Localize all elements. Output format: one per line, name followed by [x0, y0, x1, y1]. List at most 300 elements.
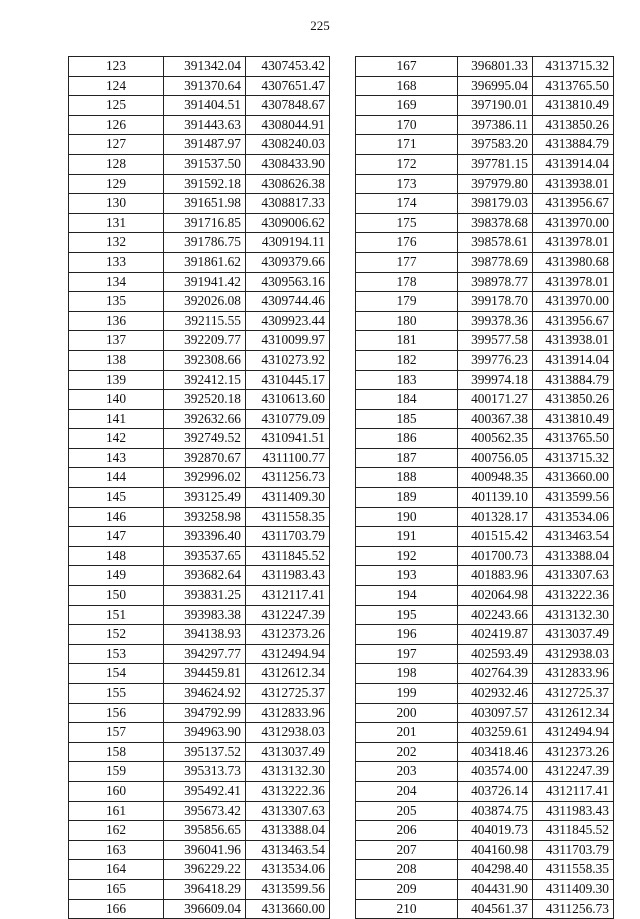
x-coordinate-cell: 391537.50 [164, 154, 246, 174]
y-coordinate-cell: 4313715.32 [533, 448, 614, 468]
x-coordinate-cell: 397583.20 [458, 135, 533, 155]
page-number: 225 [310, 18, 330, 33]
x-coordinate-cell: 391592.18 [164, 174, 246, 194]
table-row [356, 507, 614, 527]
table-row [356, 899, 614, 919]
point-number-cell: 136 [69, 311, 164, 331]
point-number-cell: 153 [69, 644, 164, 664]
x-coordinate-cell: 392870.67 [164, 448, 246, 468]
y-coordinate-cell: 4313534.06 [533, 507, 614, 527]
x-coordinate-cell: 394459.81 [164, 664, 246, 684]
x-coordinate-cell: 398179.03 [458, 194, 533, 214]
x-coordinate-cell: 401515.42 [458, 527, 533, 547]
point-number-cell: 197 [356, 644, 458, 664]
table-row [69, 409, 330, 429]
x-coordinate-cell: 395492.41 [164, 781, 246, 801]
x-coordinate-cell: 394138.93 [164, 625, 246, 645]
y-coordinate-cell: 4310941.51 [246, 429, 330, 449]
point-number-cell: 168 [356, 76, 458, 96]
table-row [356, 742, 614, 762]
x-coordinate-cell: 399378.36 [458, 311, 533, 331]
y-coordinate-cell: 4311845.52 [246, 546, 330, 566]
x-coordinate-cell: 403874.75 [458, 801, 533, 821]
point-number-cell: 166 [69, 899, 164, 919]
y-coordinate-cell: 4313978.01 [533, 233, 614, 253]
point-number-cell: 190 [356, 507, 458, 527]
point-number-cell: 147 [69, 527, 164, 547]
x-coordinate-cell: 402764.39 [458, 664, 533, 684]
table-row [356, 546, 614, 566]
table-row [356, 684, 614, 704]
y-coordinate-cell: 4307453.42 [246, 57, 330, 77]
y-coordinate-cell: 4313810.49 [533, 96, 614, 116]
y-coordinate-cell: 4312247.39 [533, 762, 614, 782]
x-coordinate-cell: 396995.04 [458, 76, 533, 96]
point-number-cell: 204 [356, 781, 458, 801]
x-coordinate-cell: 391716.85 [164, 213, 246, 233]
point-number-cell: 196 [356, 625, 458, 645]
table-row [356, 115, 614, 135]
x-coordinate-cell: 402593.49 [458, 644, 533, 664]
table-row [69, 429, 330, 449]
point-number-cell: 181 [356, 331, 458, 351]
y-coordinate-cell: 4313307.63 [246, 801, 330, 821]
y-coordinate-cell: 4307848.67 [246, 96, 330, 116]
x-coordinate-cell: 395673.42 [164, 801, 246, 821]
x-coordinate-cell: 392412.15 [164, 370, 246, 390]
x-coordinate-cell: 399776.23 [458, 350, 533, 370]
point-number-cell: 164 [69, 860, 164, 880]
point-number-cell: 206 [356, 821, 458, 841]
point-number-cell: 209 [356, 879, 458, 899]
coordinates-table-left [68, 56, 330, 919]
table-row [69, 331, 330, 351]
table-row [69, 292, 330, 312]
x-coordinate-cell: 404561.37 [458, 899, 533, 919]
table-row [69, 57, 330, 77]
y-coordinate-cell: 4311409.30 [246, 488, 330, 508]
x-coordinate-cell: 391342.04 [164, 57, 246, 77]
x-coordinate-cell: 393258.98 [164, 507, 246, 527]
point-number-cell: 143 [69, 448, 164, 468]
point-number-cell: 198 [356, 664, 458, 684]
point-number-cell: 152 [69, 625, 164, 645]
table-row [69, 488, 330, 508]
point-number-cell: 160 [69, 781, 164, 801]
x-coordinate-cell: 395313.73 [164, 762, 246, 782]
table-row [69, 684, 330, 704]
y-coordinate-cell: 4313132.30 [533, 605, 614, 625]
x-coordinate-cell: 400562.35 [458, 429, 533, 449]
table-row [69, 605, 330, 625]
x-coordinate-cell: 395137.52 [164, 742, 246, 762]
y-coordinate-cell: 4311983.43 [246, 566, 330, 586]
y-coordinate-cell: 4309744.46 [246, 292, 330, 312]
table-row [356, 272, 614, 292]
y-coordinate-cell: 4313463.54 [533, 527, 614, 547]
point-number-cell: 192 [356, 546, 458, 566]
x-coordinate-cell: 404160.98 [458, 840, 533, 860]
point-number-cell: 177 [356, 252, 458, 272]
table-row [69, 174, 330, 194]
point-number-cell: 201 [356, 723, 458, 743]
point-number-cell: 128 [69, 154, 164, 174]
table-row [356, 370, 614, 390]
table-row [69, 390, 330, 410]
table-row [356, 135, 614, 155]
y-coordinate-cell: 4309563.16 [246, 272, 330, 292]
point-number-cell: 144 [69, 468, 164, 488]
table-row [356, 96, 614, 116]
x-coordinate-cell: 392209.77 [164, 331, 246, 351]
point-number-cell: 163 [69, 840, 164, 860]
point-number-cell: 155 [69, 684, 164, 704]
table-row [356, 76, 614, 96]
x-coordinate-cell: 402243.66 [458, 605, 533, 625]
x-coordinate-cell: 396418.29 [164, 879, 246, 899]
y-coordinate-cell: 4311256.73 [533, 899, 614, 919]
x-coordinate-cell: 394297.77 [164, 644, 246, 664]
x-coordinate-cell: 404019.73 [458, 821, 533, 841]
y-coordinate-cell: 4313765.50 [533, 429, 614, 449]
point-number-cell: 173 [356, 174, 458, 194]
y-coordinate-cell: 4313222.36 [246, 781, 330, 801]
y-coordinate-cell: 4313956.67 [533, 194, 614, 214]
y-coordinate-cell: 4310273.92 [246, 350, 330, 370]
y-coordinate-cell: 4312247.39 [246, 605, 330, 625]
table-row [69, 703, 330, 723]
y-coordinate-cell: 4309006.62 [246, 213, 330, 233]
table-row [356, 213, 614, 233]
y-coordinate-cell: 4311845.52 [533, 821, 614, 841]
table-row [356, 252, 614, 272]
y-coordinate-cell: 4312833.96 [246, 703, 330, 723]
point-number-cell: 148 [69, 546, 164, 566]
x-coordinate-cell: 393831.25 [164, 586, 246, 606]
table-row [69, 370, 330, 390]
table-row [356, 311, 614, 331]
y-coordinate-cell: 4309379.66 [246, 252, 330, 272]
point-number-cell: 132 [69, 233, 164, 253]
point-number-cell: 199 [356, 684, 458, 704]
table-row [69, 448, 330, 468]
x-coordinate-cell: 403574.00 [458, 762, 533, 782]
x-coordinate-cell: 398578.61 [458, 233, 533, 253]
point-number-cell: 195 [356, 605, 458, 625]
y-coordinate-cell: 4311703.79 [533, 840, 614, 860]
y-coordinate-cell: 4312725.37 [533, 684, 614, 704]
x-coordinate-cell: 403418.46 [458, 742, 533, 762]
table-row [69, 115, 330, 135]
point-number-cell: 193 [356, 566, 458, 586]
point-number-cell: 202 [356, 742, 458, 762]
x-coordinate-cell: 391370.64 [164, 76, 246, 96]
point-number-cell: 161 [69, 801, 164, 821]
table-row [356, 605, 614, 625]
x-coordinate-cell: 393983.38 [164, 605, 246, 625]
x-coordinate-cell: 398378.68 [458, 213, 533, 233]
x-coordinate-cell: 400756.05 [458, 448, 533, 468]
point-number-cell: 176 [356, 233, 458, 253]
point-number-cell: 203 [356, 762, 458, 782]
table-row [69, 233, 330, 253]
table-row [356, 781, 614, 801]
y-coordinate-cell: 4313938.01 [533, 331, 614, 351]
x-coordinate-cell: 391443.63 [164, 115, 246, 135]
y-coordinate-cell: 4311558.35 [246, 507, 330, 527]
point-number-cell: 149 [69, 566, 164, 586]
point-number-cell: 178 [356, 272, 458, 292]
y-coordinate-cell: 4312373.26 [246, 625, 330, 645]
table-row [69, 899, 330, 919]
y-coordinate-cell: 4313534.06 [246, 860, 330, 880]
table-row [356, 194, 614, 214]
table-row [69, 213, 330, 233]
x-coordinate-cell: 391861.62 [164, 252, 246, 272]
table-row [356, 292, 614, 312]
point-number-cell: 133 [69, 252, 164, 272]
y-coordinate-cell: 4313388.04 [246, 821, 330, 841]
y-coordinate-cell: 4313956.67 [533, 311, 614, 331]
table-row [356, 429, 614, 449]
y-coordinate-cell: 4310445.17 [246, 370, 330, 390]
point-number-cell: 129 [69, 174, 164, 194]
table-row [69, 625, 330, 645]
y-coordinate-cell: 4312833.96 [533, 664, 614, 684]
point-number-cell: 165 [69, 879, 164, 899]
point-number-cell: 175 [356, 213, 458, 233]
x-coordinate-cell: 398978.77 [458, 272, 533, 292]
point-number-cell: 154 [69, 664, 164, 684]
y-coordinate-cell: 4308626.38 [246, 174, 330, 194]
point-number-cell: 162 [69, 821, 164, 841]
y-coordinate-cell: 4308433.90 [246, 154, 330, 174]
point-number-cell: 151 [69, 605, 164, 625]
x-coordinate-cell: 397781.15 [458, 154, 533, 174]
table-row [356, 762, 614, 782]
x-coordinate-cell: 391786.75 [164, 233, 246, 253]
table-row [356, 860, 614, 880]
x-coordinate-cell: 392520.18 [164, 390, 246, 410]
table-row [69, 546, 330, 566]
y-coordinate-cell: 4312494.94 [533, 723, 614, 743]
y-coordinate-cell: 4310099.97 [246, 331, 330, 351]
point-number-cell: 194 [356, 586, 458, 606]
table-row [69, 194, 330, 214]
table-row [69, 586, 330, 606]
point-number-cell: 141 [69, 409, 164, 429]
coordinates-table-right [355, 56, 614, 919]
x-coordinate-cell: 401139.10 [458, 488, 533, 508]
point-number-cell: 146 [69, 507, 164, 527]
x-coordinate-cell: 400948.35 [458, 468, 533, 488]
table-row [356, 625, 614, 645]
y-coordinate-cell: 4313037.49 [246, 742, 330, 762]
point-number-cell: 184 [356, 390, 458, 410]
y-coordinate-cell: 4312612.34 [246, 664, 330, 684]
y-coordinate-cell: 4313810.49 [533, 409, 614, 429]
x-coordinate-cell: 401328.17 [458, 507, 533, 527]
table-row [69, 135, 330, 155]
y-coordinate-cell: 4312373.26 [533, 742, 614, 762]
table-row [356, 703, 614, 723]
y-coordinate-cell: 4313599.56 [246, 879, 330, 899]
y-coordinate-cell: 4313970.00 [533, 292, 614, 312]
y-coordinate-cell: 4312494.94 [246, 644, 330, 664]
point-number-cell: 208 [356, 860, 458, 880]
x-coordinate-cell: 393396.40 [164, 527, 246, 547]
x-coordinate-cell: 399577.58 [458, 331, 533, 351]
x-coordinate-cell: 404298.40 [458, 860, 533, 880]
x-coordinate-cell: 394624.92 [164, 684, 246, 704]
y-coordinate-cell: 4313765.50 [533, 76, 614, 96]
y-coordinate-cell: 4312117.41 [246, 586, 330, 606]
x-coordinate-cell: 402932.46 [458, 684, 533, 704]
x-coordinate-cell: 392026.08 [164, 292, 246, 312]
x-coordinate-cell: 394963.90 [164, 723, 246, 743]
point-number-cell: 150 [69, 586, 164, 606]
x-coordinate-cell: 396041.96 [164, 840, 246, 860]
table-row [356, 566, 614, 586]
y-coordinate-cell: 4313388.04 [533, 546, 614, 566]
table-row [69, 781, 330, 801]
y-coordinate-cell: 4310613.60 [246, 390, 330, 410]
point-number-cell: 167 [356, 57, 458, 77]
x-coordinate-cell: 403726.14 [458, 781, 533, 801]
point-number-cell: 189 [356, 488, 458, 508]
x-coordinate-cell: 391487.97 [164, 135, 246, 155]
y-coordinate-cell: 4311256.73 [246, 468, 330, 488]
y-coordinate-cell: 4307651.47 [246, 76, 330, 96]
point-number-cell: 131 [69, 213, 164, 233]
x-coordinate-cell: 393682.64 [164, 566, 246, 586]
table-row [69, 468, 330, 488]
table-row [69, 762, 330, 782]
y-coordinate-cell: 4308240.03 [246, 135, 330, 155]
y-coordinate-cell: 4312117.41 [533, 781, 614, 801]
y-coordinate-cell: 4313660.00 [533, 468, 614, 488]
table-row [69, 350, 330, 370]
table-row [69, 566, 330, 586]
x-coordinate-cell: 404431.90 [458, 879, 533, 899]
x-coordinate-cell: 392632.66 [164, 409, 246, 429]
table-row [356, 723, 614, 743]
point-number-cell: 140 [69, 390, 164, 410]
point-number-cell: 182 [356, 350, 458, 370]
x-coordinate-cell: 396229.22 [164, 860, 246, 880]
y-coordinate-cell: 4313914.04 [533, 350, 614, 370]
y-coordinate-cell: 4308044.91 [246, 115, 330, 135]
y-coordinate-cell: 4313599.56 [533, 488, 614, 508]
table-row [356, 350, 614, 370]
table-row [356, 488, 614, 508]
table-row [356, 840, 614, 860]
point-number-cell: 123 [69, 57, 164, 77]
table-row [356, 527, 614, 547]
x-coordinate-cell: 398778.69 [458, 252, 533, 272]
table-row [356, 409, 614, 429]
point-number-cell: 159 [69, 762, 164, 782]
table-row [356, 879, 614, 899]
x-coordinate-cell: 394792.99 [164, 703, 246, 723]
table-row [356, 586, 614, 606]
point-number-cell: 170 [356, 115, 458, 135]
y-coordinate-cell: 4313463.54 [246, 840, 330, 860]
y-coordinate-cell: 4313222.36 [533, 586, 614, 606]
point-number-cell: 174 [356, 194, 458, 214]
point-number-cell: 210 [356, 899, 458, 919]
x-coordinate-cell: 401883.96 [458, 566, 533, 586]
point-number-cell: 205 [356, 801, 458, 821]
table-row [356, 821, 614, 841]
y-coordinate-cell: 4311100.77 [246, 448, 330, 468]
point-number-cell: 207 [356, 840, 458, 860]
point-number-cell: 185 [356, 409, 458, 429]
table-row [69, 252, 330, 272]
point-number-cell: 191 [356, 527, 458, 547]
point-number-cell: 130 [69, 194, 164, 214]
point-number-cell: 138 [69, 350, 164, 370]
table-row [356, 390, 614, 410]
table-row [356, 154, 614, 174]
table-row [69, 723, 330, 743]
point-number-cell: 156 [69, 703, 164, 723]
x-coordinate-cell: 393125.49 [164, 488, 246, 508]
point-number-cell: 135 [69, 292, 164, 312]
y-coordinate-cell: 4308817.33 [246, 194, 330, 214]
table-row [69, 879, 330, 899]
y-coordinate-cell: 4313850.26 [533, 115, 614, 135]
y-coordinate-cell: 4309923.44 [246, 311, 330, 331]
x-coordinate-cell: 397979.80 [458, 174, 533, 194]
x-coordinate-cell: 392308.66 [164, 350, 246, 370]
y-coordinate-cell: 4311558.35 [533, 860, 614, 880]
point-number-cell: 134 [69, 272, 164, 292]
point-number-cell: 139 [69, 370, 164, 390]
x-coordinate-cell: 397386.11 [458, 115, 533, 135]
point-number-cell: 172 [356, 154, 458, 174]
table-row [356, 174, 614, 194]
point-number-cell: 158 [69, 742, 164, 762]
point-number-cell: 183 [356, 370, 458, 390]
y-coordinate-cell: 4313970.00 [533, 213, 614, 233]
table-row [356, 233, 614, 253]
y-coordinate-cell: 4313850.26 [533, 390, 614, 410]
x-coordinate-cell: 403097.57 [458, 703, 533, 723]
y-coordinate-cell: 4313715.32 [533, 57, 614, 77]
y-coordinate-cell: 4313938.01 [533, 174, 614, 194]
point-number-cell: 200 [356, 703, 458, 723]
y-coordinate-cell: 4313884.79 [533, 135, 614, 155]
y-coordinate-cell: 4311983.43 [533, 801, 614, 821]
x-coordinate-cell: 402419.87 [458, 625, 533, 645]
x-coordinate-cell: 399178.70 [458, 292, 533, 312]
table-row [69, 742, 330, 762]
table-row [356, 57, 614, 77]
point-number-cell: 187 [356, 448, 458, 468]
x-coordinate-cell: 392115.55 [164, 311, 246, 331]
table-row [69, 840, 330, 860]
point-number-cell: 127 [69, 135, 164, 155]
table-row [356, 468, 614, 488]
table-row [356, 331, 614, 351]
point-number-cell: 188 [356, 468, 458, 488]
y-coordinate-cell: 4313307.63 [533, 566, 614, 586]
point-number-cell: 126 [69, 115, 164, 135]
y-coordinate-cell: 4312938.03 [246, 723, 330, 743]
y-coordinate-cell: 4313980.68 [533, 252, 614, 272]
point-number-cell: 180 [356, 311, 458, 331]
